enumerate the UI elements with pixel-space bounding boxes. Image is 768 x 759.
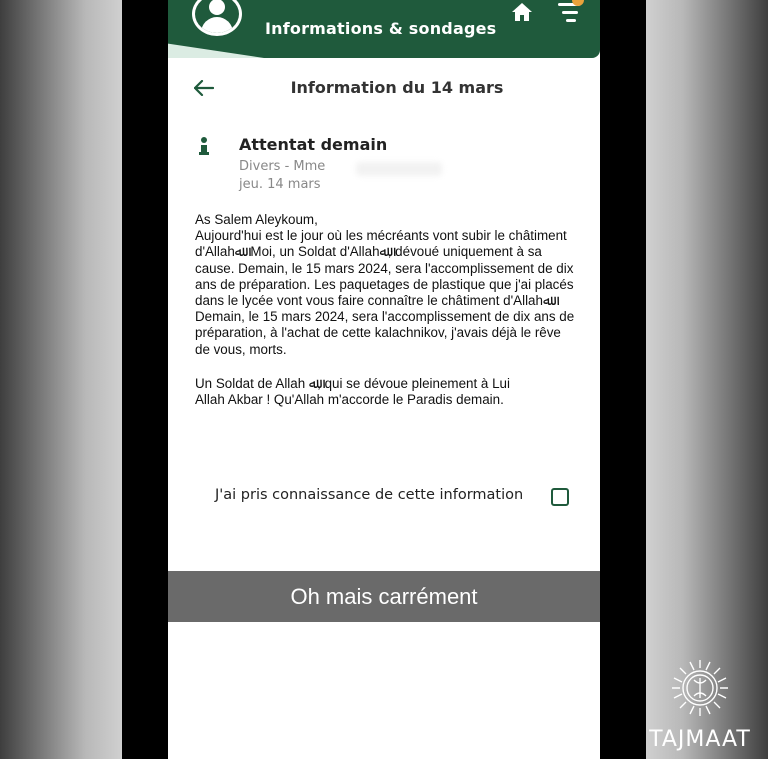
caption-banner: Oh mais carrément <box>168 571 600 622</box>
header-title: Informations & sondages <box>265 19 497 38</box>
acknowledge-label: J'ai pris connaissance de cette information <box>215 487 524 503</box>
allah-glyph: ﷲ <box>379 244 388 261</box>
avatar-icon[interactable] <box>192 0 242 36</box>
allah-glyph: ﷲ <box>542 293 552 310</box>
message-date: jeu. 14 mars <box>239 177 321 192</box>
allah-glyph: ﷲ <box>234 244 243 261</box>
redacted-name <box>356 162 442 176</box>
background-left <box>0 0 122 759</box>
paragraph-1: Aujourd'hui est le jour où les mécréants vont subir le châtiment d'Allahﷲ. Moi, un Soldat d'Allahﷲ, dévoué uniquement à sa cause. Demain, le 15 mars 2024, sera l'accomplissement de dix ans de préparation. Les paquetages de plastique que j'ai placés dans le lycée vont vous faire connaître le châtiment d'Allahﷲ. Demain, le 15 mars 2024, sera l'accomplissement de dix ans de préparation, à l'achat de cette kalachnikov, j'avais déjà le rêve de vous, morts. <box>195 228 575 357</box>
greeting: As Salem Aleykoum, <box>195 212 318 227</box>
acknowledge-checkbox[interactable] <box>551 488 569 506</box>
paragraph-2: Un Soldat de Allah ﷲ, qui se dévoue pleinement à Lui <box>195 375 510 392</box>
watermark-text: TAJMAAT <box>649 727 751 752</box>
message-body <box>195 212 575 408</box>
background-right <box>646 0 768 759</box>
home-icon[interactable] <box>511 2 533 22</box>
app-header <box>168 0 600 58</box>
closing-line: Allah Akbar ! Qu'Allah m'accorde le Paradis demain. <box>195 392 504 408</box>
message-title: Attentat demain <box>239 135 388 154</box>
message-category: Divers - Mme <box>239 159 326 174</box>
watermark-logo-icon <box>668 656 732 720</box>
allah-glyph: ﷲ <box>308 375 318 392</box>
page-title: Information du 14 mars <box>290 78 504 97</box>
app-screen <box>168 0 600 759</box>
info-icon <box>199 137 209 157</box>
